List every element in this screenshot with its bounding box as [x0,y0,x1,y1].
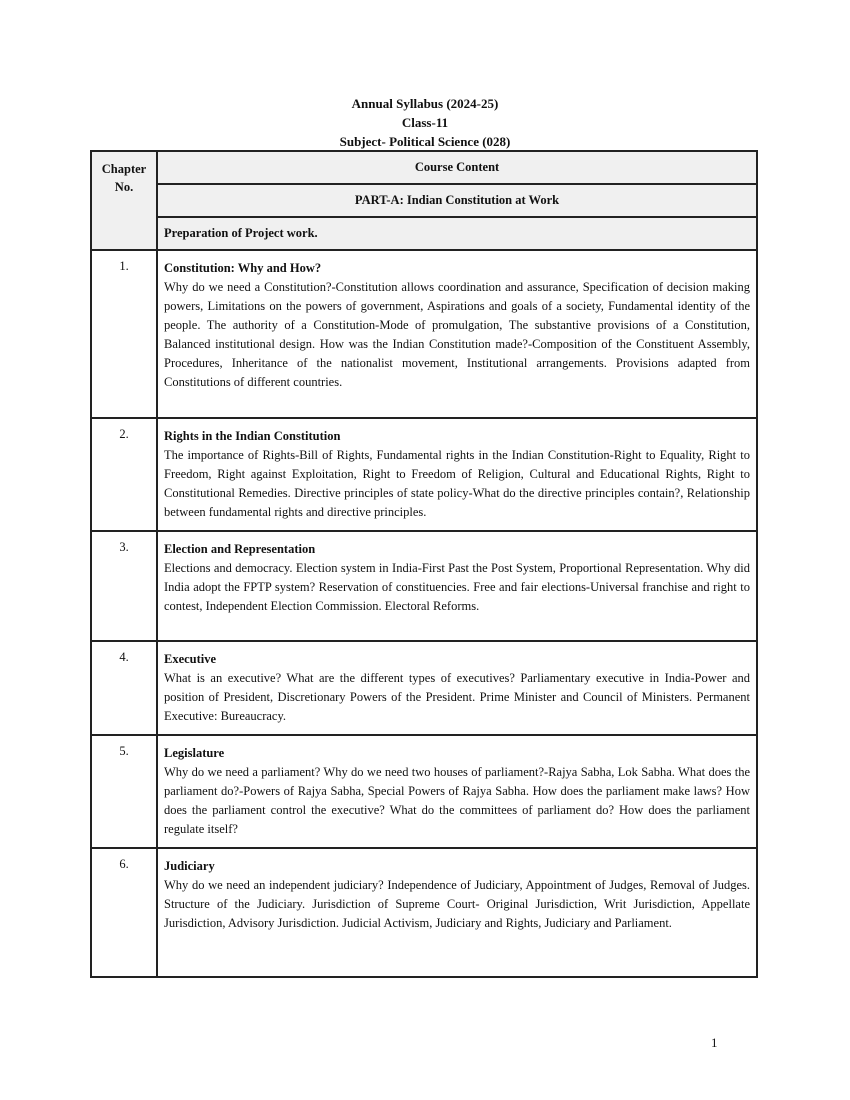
chapter-content [157,250,757,418]
syllabus-table [90,150,758,978]
chapter-content [157,848,757,977]
chapter-number: 1. [91,250,157,418]
chapter-content [157,418,757,531]
subject-label: Subject- Political Science (028) [339,134,511,149]
table-row [91,250,757,418]
chapter-content [157,531,757,641]
document-header [0,94,850,151]
chapter-no-header: Chapter No. [91,151,157,250]
chapter-title: Rights in the Indian Constitution [164,429,341,443]
table-row [91,641,757,735]
chapter-title: Legislature [164,746,225,760]
part-title: PART-A: Indian Constitution at Work [354,193,560,207]
chapter-description: Why do we need a parliament? Why do we need two houses of parliament?-Rajya Sabha, Lok Sabha. What does the parliament do?-Powers of Rajya Sabha, Special Powers of Rajya Sabha. How does the parliament make laws? How does the parliament control the executive? What do the committees of parliament do? How does the parliament regulate itself? [164,765,750,836]
chapter-title: Election and Representation [164,542,316,556]
table-row [91,418,757,531]
project-work-row: Preparation of Project work. [164,226,318,240]
chapter-number: 4. [91,641,157,735]
chapter-description: Why do we need an independent judiciary? Independence of Judiciary, Appointment of Judges, Removal of Judges. Structure of the Judiciary. Jurisdiction of Supreme Court- Original Jurisdiction, Writ Jurisdiction, Appellate Jurisdiction, Advisory Jurisdiction. Judicial Activism, Judiciary and Rights, Judiciary and Parliament. [164,878,750,930]
chapter-description: The importance of Rights-Bill of Rights, Fundamental rights in the Indian Constitution-Right to Equality, Right to Freedom, Right against Exploitation, Right to Freedom of Religion, Cultural and Educational Rights, Right to Constitutional Remedies. Directive principles of state policy-What do the directive principles contain?, Relationship between fundamental rights and directive principles. [164,448,750,519]
chapter-number: 3. [91,531,157,641]
chapter-number: 6. [91,848,157,977]
chapter-description: Why do we need a Constitution?-Constitution allows coordination and assurance, Specification of decision making powers, Limitations on the powers of government, Aspirations and goals of a society, Fundamental identity of the people. The authority of a Constitution-Mode of promulgation, The substantive provisions of a Constitution, Balanced institutional design. How was the Indian Constitution made?-Composition of the Constituent Assembly, Procedures, Inheritance of the nationalist movement, Institutional arrangements. Provisions adapted from Constitutions of different countries. [164,280,750,389]
table-row [91,848,757,977]
chapter-title: Judiciary [164,859,215,873]
table-row [91,735,757,848]
chapter-description: What is an executive? What are the different types of executives? Parliamentary executive in India-Power and position of President, Discretionary Powers of the President. Prime Minister and Council of Ministers. Permanent Executive: Bureaucracy. [164,671,750,723]
chapter-title: Executive [164,652,217,666]
chapter-number: 5. [91,735,157,848]
chapter-content [157,641,757,735]
syllabus-title: Annual Syllabus (2024-25) [351,96,499,111]
page-number: 1 [711,1035,718,1050]
chapter-title: Constitution: Why and How? [164,261,322,275]
course-content-header: Course Content [414,160,500,174]
chapter-number: 2. [91,418,157,531]
class-label: Class-11 [401,115,449,130]
chapter-description: Elections and democracy. Election system in India-First Past the Post System, Proportional Representation. Why did India adopt the FPTP system? Reservation of constituencies. Free and fair elections-Universal franchise and right to contest, Independent Election Commission. Electoral Reforms. [164,561,750,613]
chapter-content [157,735,757,848]
table-row [91,531,757,641]
